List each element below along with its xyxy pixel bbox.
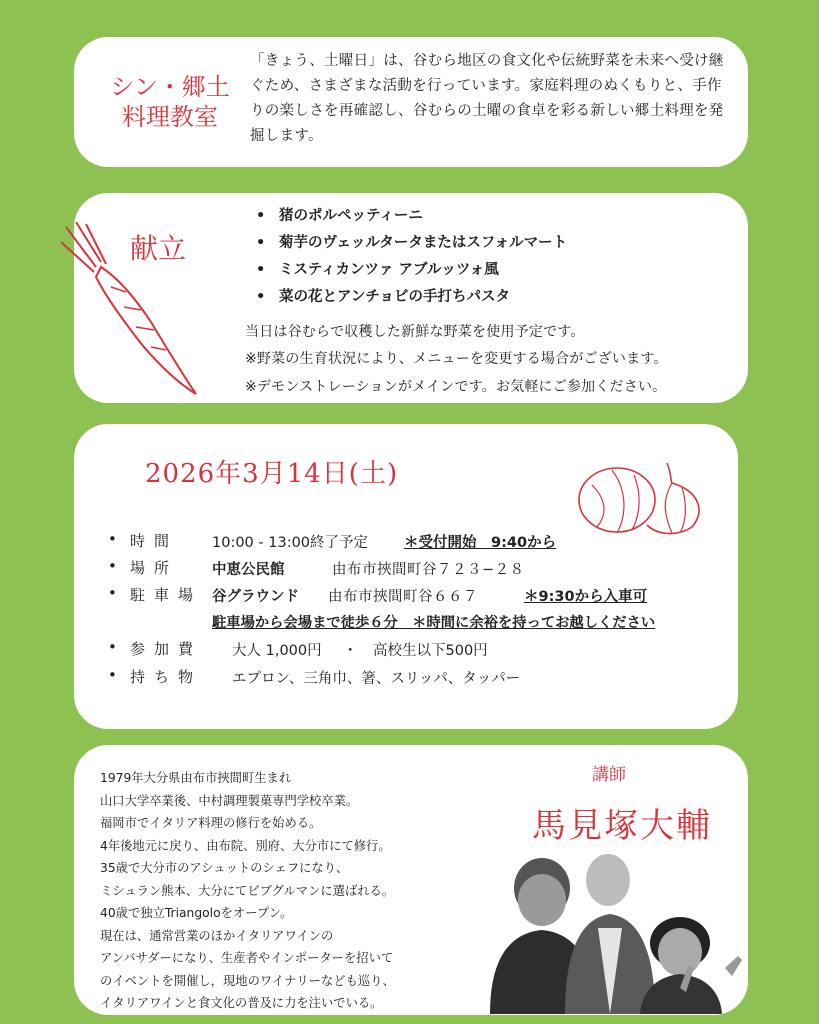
class-title-line2: 料理教室: [122, 103, 218, 131]
menu-list: [253, 203, 567, 311]
onion-illustration-icon: [572, 455, 712, 540]
menu-note-harvest: 当日は谷むらで収穫した新鮮な野菜を使用予定です。: [245, 324, 585, 340]
menu-item: • 菊芋のヴェッルタータまたはスフォルマート: [253, 230, 567, 257]
time-value: 10:00 - 13:00終了予定: [212, 535, 369, 551]
label-fee: • 参加費: [108, 638, 202, 659]
reception-note: ＊受付開始 9:40から: [404, 535, 557, 551]
bio-line: イタリアワインと食文化の普及に力を注いでいる。: [100, 996, 383, 1010]
class-title: [105, 72, 235, 132]
bio-line: のイベントを開催し，現地のワイナリーなども巡り、: [100, 973, 395, 988]
parking-entry-note: ＊9:30から入車可: [524, 589, 648, 605]
bio-line: 福岡市でイタリア料理の修行を始める。: [100, 816, 322, 830]
menu-title: 献立: [130, 232, 187, 265]
bio-line: 現在は、通常営業のほかイタリアワインの: [100, 928, 334, 943]
bio-line: 山口大学卒業後、中村調理製菓専門学校卒業。: [100, 793, 359, 808]
menu-item: • ミスティカンツァ アブルッツォ風: [253, 257, 567, 284]
parking-name: 谷グラウンド: [212, 589, 299, 605]
fee-separator: ・: [343, 643, 358, 659]
bio-line: アンバサダーになり、生産者やインポーターを招いて: [100, 951, 394, 965]
label-parking: • 駐車場: [108, 584, 202, 605]
items-value: エプロン、三角巾、箸、スリッパ、タッパー: [232, 671, 521, 687]
event-date: 2026年3月14日(土): [145, 459, 399, 489]
bio-line: 35歳で大分市のアシュットのシェフになり、: [100, 861, 349, 875]
menu-item: • 猪のポルペッティーニ: [253, 203, 567, 230]
menu-item: • 菜の花とアンチョビの手打ちパスタ: [253, 284, 567, 311]
teacher-photo: [470, 848, 748, 1014]
bio-line: 1979年大分県由布市挾間町生まれ: [100, 771, 292, 785]
class-title-line1: シン・郷土: [110, 73, 230, 101]
parking-address: 由布市挾間町谷６６７: [328, 589, 478, 605]
menu-note-change: ※野菜の生育状況により、メニューを変更する場合がございます。: [245, 351, 668, 367]
place-address: 由布市挾間町谷７２３−２８: [332, 562, 525, 578]
label-time: • 時間: [108, 530, 178, 551]
bio-line: 4年後地元に戻り、由布院、別府、大分市にて修行。: [100, 838, 391, 853]
bio-line: 40歳で独立Triangoloをオープン。: [100, 906, 293, 920]
teacher-label: 講師: [592, 765, 626, 785]
label-place: • 場所: [108, 557, 178, 578]
place-name: 中恵公民館: [212, 562, 285, 578]
teacher-name: 馬見塚大輔: [532, 806, 712, 846]
walk-note: 駐車場から会場まで徒歩６分 ＊時間に余裕を持ってお越しください: [212, 615, 656, 631]
menu-note-demo: ※デモンストレーションがメインです。お気軽にご参加ください。: [245, 379, 667, 395]
label-items: • 持ち物: [108, 666, 202, 687]
fee-student: 高校生以下500円: [373, 643, 488, 659]
intro-text: 「きょう、土曜日」は、谷むら地区の食文化や伝統野菜を未来へ受け継ぐため、さまざまな活動を行っています。家庭料理のぬくもりと、手作りの楽しさを再確認し、谷むらの土曜の食卓を彩る新しい郷土料理を発掘します。: [250, 53, 724, 144]
fee-adult: 大人 1,000円: [232, 643, 322, 659]
bio-line: ミシュラン熊本、大分にてビブグルマンに選ばれる。: [100, 883, 395, 898]
teacher-bio: [100, 767, 460, 1015]
